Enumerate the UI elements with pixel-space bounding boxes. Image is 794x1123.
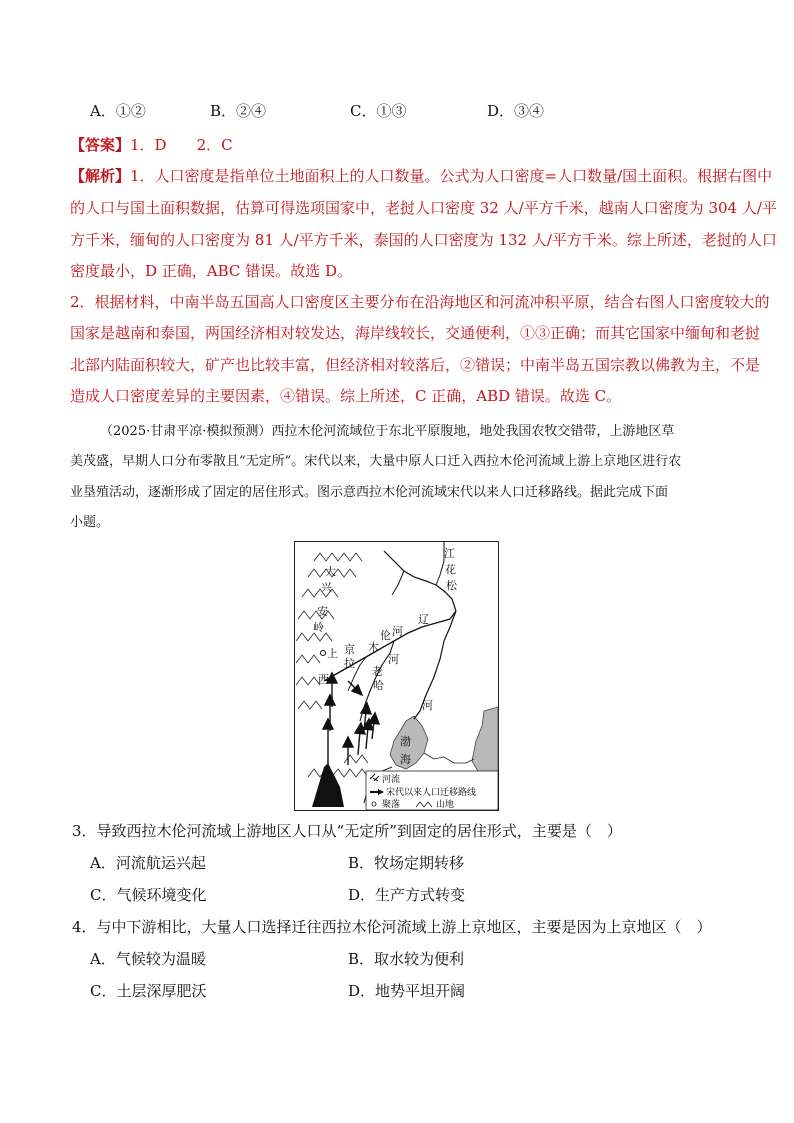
prev-option-a[interactable]: A．①② bbox=[90, 102, 146, 120]
map-label-laoha-1: 老 bbox=[372, 665, 383, 678]
svg-text:岭: 岭 bbox=[313, 621, 324, 634]
answer-line bbox=[70, 135, 233, 155]
q3-option-b[interactable]: B．牧场定期转移 bbox=[348, 854, 465, 872]
settlement-dot bbox=[321, 651, 326, 656]
svg-text:哈: 哈 bbox=[373, 679, 384, 692]
q3-stem: 3．导致西拉木伦河流域上游地区人口从“无定所”到固定的居住形式，主要是（ ） bbox=[72, 822, 622, 840]
svg-text:海: 海 bbox=[400, 753, 411, 766]
q4-option-b[interactable]: B．取水较为便利 bbox=[348, 950, 465, 968]
analysis-line-2: 的人口与国土面积数据，估算可得选项国家中，老挝人口密度 32 人/平方千米，越南人口密度为 304 人/平 bbox=[70, 199, 777, 217]
migration-map bbox=[294, 541, 499, 811]
passage-line-1: （2025·甘肃平凉·模拟预测）西拉木伦河流域位于东北平原腹地，地处我国农牧交错带，上游地区草 bbox=[100, 424, 675, 439]
svg-text:伦: 伦 bbox=[380, 629, 391, 642]
svg-text:松: 松 bbox=[446, 579, 457, 592]
map-label-daxinganling-1: 大 bbox=[325, 565, 336, 578]
analysis-line-7: 北部内陆面积较大，矿产也比较丰富，但经济相对较落后，②错误；中南半岛五国宗教以佛教为主，不是 bbox=[70, 356, 761, 374]
map-label-shangjing-1: 上 bbox=[327, 647, 338, 660]
svg-text:木: 木 bbox=[368, 641, 379, 654]
map-label-songhua-1: 江 bbox=[444, 547, 455, 560]
analysis-tag: 【解析】 bbox=[70, 167, 131, 185]
q4-option-c[interactable]: C．土层深厚肥沃 bbox=[90, 982, 207, 1000]
passage-line-2: 美茂盛，早期人口分布零散且“无定所”。宋代以来，大量中原人口迁入西拉木伦河流域上游上京地区进行农 bbox=[70, 454, 682, 469]
svg-text:拉: 拉 bbox=[344, 657, 355, 670]
analysis-text: 1．人口密度是指单位土地面积上的人口数量。公式为人口密度=人口数量/国土面积。根据右图中 bbox=[130, 167, 773, 185]
svg-text:兴: 兴 bbox=[321, 581, 332, 594]
analysis-line-3: 方千米，缅甸的人口密度为 81 人/平方千米，泰国的人口密度为 132 人/平方千米。综上所述，老挝的人口 bbox=[70, 231, 777, 249]
svg-text:花: 花 bbox=[445, 563, 456, 576]
legend-route: 宋代以来人口迁移路线 bbox=[386, 788, 477, 798]
q4-stem: 4．与中下游相比，大量人口选择迁往西拉木伦河流域上游上京地区，主要是因为上京地区（ ） bbox=[72, 918, 712, 936]
svg-text:河: 河 bbox=[392, 625, 403, 638]
q3-option-d[interactable]: D．生产方式转变 bbox=[348, 886, 466, 904]
passage-line-4: 小题。 bbox=[70, 515, 110, 530]
map-label-xilamulun-1: 西 bbox=[318, 673, 329, 686]
q3-option-c[interactable]: C．气候环境变化 bbox=[90, 886, 207, 904]
legend-mountain: 山地 bbox=[436, 800, 455, 810]
q4-option-a[interactable]: A．气候较为温暖 bbox=[90, 950, 206, 968]
prev-option-b[interactable]: B．②④ bbox=[210, 102, 267, 120]
passage-line-3: 业垦殖活动，逐渐形成了固定的居住形式。图示意西拉木伦河流域宋代以来人口迁移路线。据此完成下面 bbox=[70, 485, 669, 500]
analysis-line-1 bbox=[70, 166, 772, 186]
svg-text:河: 河 bbox=[388, 653, 399, 666]
map-legend bbox=[366, 771, 498, 810]
legend-settlement-icon bbox=[372, 802, 376, 806]
analysis-line-4: 密度最小，D 正确，ABC 错误。故选 D。 bbox=[70, 262, 352, 280]
svg-text:安: 安 bbox=[317, 605, 328, 618]
map-label-bohai-1: 渤 bbox=[400, 735, 411, 748]
svg-text:京: 京 bbox=[344, 643, 355, 656]
analysis-line-5: 2．根据材料，中南半岛五国高人口密度区主要分布在沿海地区和河流冲积平原，结合右图人口密度较大的 bbox=[70, 293, 770, 311]
analysis-line-6: 国家是越南和泰国，两国经济相对较发达，海岸线较长，交通便利，①③正确；而其它国家中缅甸和老挝 bbox=[70, 324, 761, 342]
map-label-liao-1: 辽 bbox=[418, 613, 429, 626]
analysis-line-8: 造成人口密度差异的主要因素，④错误。综上所述，C 正确，ABD 错误。故选 C。 bbox=[70, 387, 622, 405]
prev-option-d[interactable]: D．③④ bbox=[487, 102, 545, 120]
answer-text: 1．D 2．C bbox=[130, 136, 233, 154]
prev-option-c[interactable]: C．①③ bbox=[350, 102, 407, 120]
q4-option-d[interactable]: D．地势平坦开阔 bbox=[348, 982, 466, 1000]
legend-settlement: 聚落 bbox=[382, 800, 401, 810]
answer-tag: 【答案】 bbox=[70, 136, 131, 154]
q3-option-a[interactable]: A．河流航运兴起 bbox=[90, 854, 206, 872]
legend-river: 河流 bbox=[382, 775, 401, 785]
svg-text:河: 河 bbox=[422, 699, 433, 712]
